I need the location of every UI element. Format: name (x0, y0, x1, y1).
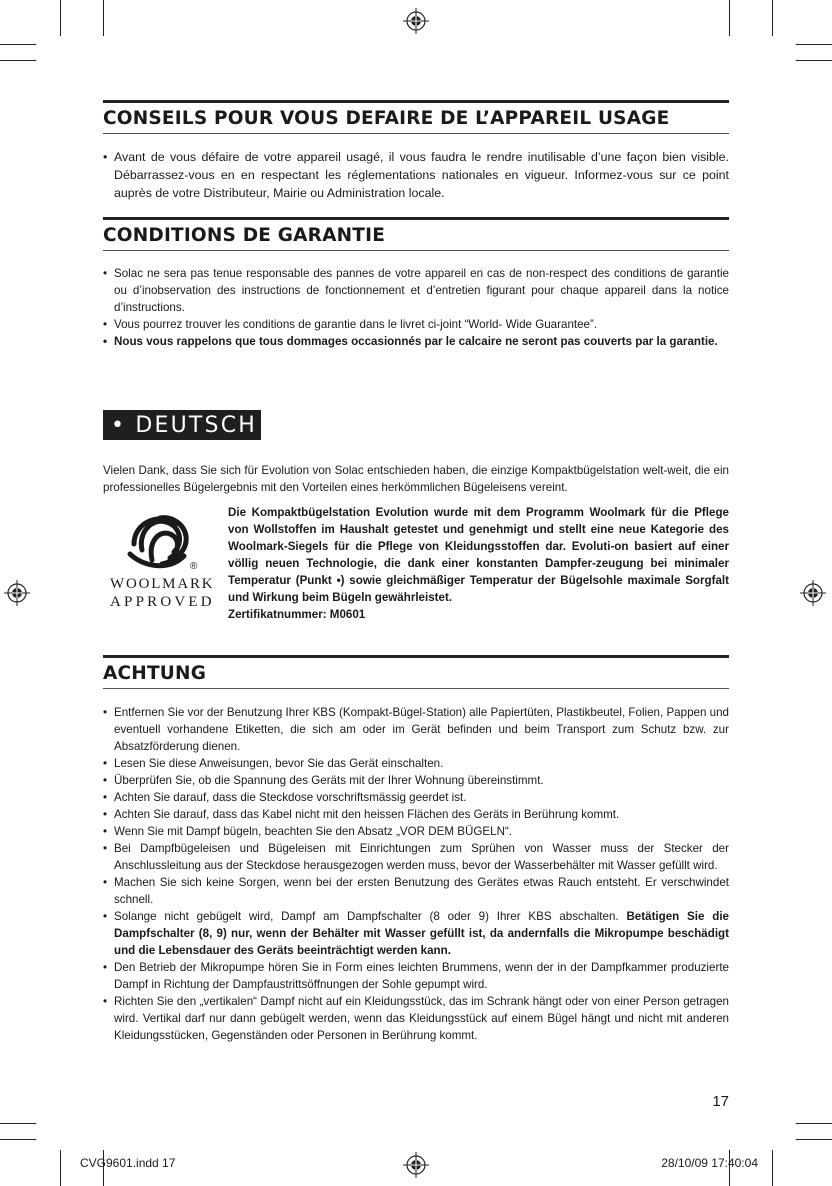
list-item: • Nous vous rappelons que tous dommages occasionnés par le calcaire ne seront pas couverts par la garantie. (103, 333, 729, 350)
list-item (103, 806, 729, 823)
list-item: • Avant de vous défaire de votre appareil usagé, il vous faudra le rendre inutilisable d’une façon bien visible. Débarrassez-vous en en respectant les réglementations nationales en vigueur. Informez-vous sur ce point auprès de votre Distributeur, Mairie ou Administration locale. (103, 148, 729, 202)
section-disposal (103, 100, 729, 202)
list-item-text: Achten Sie darauf, dass das Kabel nicht mit den heissen Flächen des Geräts in Berührung kommt. (114, 808, 620, 821)
woolmark-logo-text: WOOLMARK (110, 576, 215, 592)
crop-mark (772, 1150, 773, 1186)
list-item (103, 840, 729, 874)
section-title: ACHTUNG (103, 655, 729, 689)
bullet-list (103, 704, 729, 1044)
crop-mark (0, 1139, 36, 1140)
section-achtung (103, 655, 729, 1044)
list-item (103, 959, 729, 993)
list-item-text: Überprüfen Sie, ob die Spannung des Geräts mit der Ihrer Wohnung übereinstimmt. (114, 774, 544, 787)
list-item (103, 755, 729, 772)
crop-mark (796, 1139, 832, 1140)
section-warranty (103, 217, 729, 350)
list-item-text: Entfernen Sie vor der Benutzung Ihrer KBS (Kompakt-Bügel-Station) alle Papiertüten, Plastikbeutel, Folien, Pappen und eventuell vorhandene Etiketten, die sich am oder im Gerät befinden und beim Transport zum Schutz bzw. zur Absatzförderung dienen. (114, 706, 729, 753)
section-title: CONDITIONS DE GARANTIE (103, 217, 729, 251)
file-slug: CVG9601.indd 17 (80, 1156, 176, 1170)
list-item (103, 789, 729, 806)
list-item-text: Den Betrieb der Mikropumpe hören Sie in Form eines leichten Brummens, wenn der in der Dampfkammer produzierte Dampf in Richtung der Dampfaustrittsöffnungen der Sohle gepumpt wird. (114, 961, 729, 991)
list-item (103, 908, 729, 959)
crop-mark (729, 0, 730, 36)
crop-mark (796, 44, 832, 45)
list-item-text: Wenn Sie mit Dampf bügeln, beachten Sie den Absatz „VOR DEM BÜGELN“. (114, 825, 513, 838)
registration-mark-icon (4, 580, 30, 606)
registration-mark-icon (403, 8, 429, 34)
list-item-text: Bei Dampfbügeleisen und Bügeleisen mit Einrichtungen zum Sprühen von Wasser muss der Stecker der Anschlussleitung aus der Steckdose herausgezogen werden muss, bevor der Wasserbehälter mit Wasser gefüllt wird. (114, 842, 729, 872)
woolmark-logo-subtext: APPROVED (110, 594, 215, 610)
crop-mark (60, 1150, 61, 1186)
page-number: 17 (712, 1093, 729, 1110)
crop-mark (0, 1123, 36, 1124)
timestamp-slug: 28/10/09 17:40:04 (661, 1156, 758, 1170)
list-item-text: Richten Sie den „vertikalen“ Dampf nicht auf ein Kleidungsstück, das im Schrank hängt oder von einer Person getragen wird. Vertikal darf nur dann gebügelt werden, wenn das Kleidungsstück auf einem Bügel hängt und nicht mit anderen Kleidungsstücken, Gegenständen oder Personen in Berührung kommt. (114, 995, 729, 1042)
intro-paragraph: Vielen Dank, dass Sie sich für Evolution von Solac entschieden haben, die einzige Kompaktbügelstation welt-weit, die ein professionelles Bügelergebnis mit den Vorteilen eines herkömmlichen Bügeleisens vereint. (103, 464, 729, 494)
crop-mark (0, 60, 36, 61)
crop-mark (103, 0, 104, 36)
woolmark-paragraph (228, 504, 729, 623)
bullet-list (103, 148, 729, 202)
woolmark-logo-icon (108, 510, 218, 576)
language-badge: • DEUTSCH (103, 410, 261, 440)
list-item-text: Lesen Sie diese Anweisungen, bevor Sie das Gerät einschalten. (114, 757, 444, 770)
list-item-text: Solange nicht gebügelt wird, Dampf am Dampfschalter (8 oder 9) Ihrer KBS abschalten. (114, 910, 627, 923)
list-item-text: Achten Sie darauf, dass die Steckdose vorschriftsmässig geerdet ist. (114, 791, 467, 804)
list-item (103, 772, 729, 789)
list-item (103, 704, 729, 755)
section-title: CONSEILS POUR VOUS DEFAIRE DE L’APPAREIL USAGE (103, 100, 729, 134)
list-item (103, 823, 729, 840)
crop-mark (796, 60, 832, 61)
list-item: • Solac ne sera pas tenue responsable des pannes de votre appareil en cas de non-respect des conditions de garantie ou d’inobservation des instructions de fonctionnement et d’entretien figurant pour chaque appareil dans la notice d’instructions. (103, 265, 729, 316)
list-item: • Vous pourrez trouver les conditions de garantie dans le livret ci-joint “World- Wide Guarantee”. (103, 316, 729, 333)
list-item (103, 993, 729, 1044)
list-item-text: Machen Sie sich keine Sorgen, wenn bei der ersten Benutzung des Gerätes etwas Rauch entsteht. Er verschwindet schnell. (114, 876, 729, 906)
crop-mark (0, 44, 36, 45)
crop-mark (772, 0, 773, 36)
woolmark-description: Die Kompaktbügelstation Evolution wurde mit dem Programm Woolmark für die Pflege von Wollstoffen im Haushalt getestet und genehmigt und stellt eine neue Kategorie des Woolmark-Siegels für die Pflege von Kleidungsstoffen dar. Evoluti-on basiert auf einer völlig neuen Technologie, die dank einer konstanten Dampfer-zeugung bei minimaler Temperatur (Punkt •) sowie gleichmäßiger Temperatur der Bügelsohle maximale Sorgfalt und Wirkung beim Bügeln gewährleistet. (228, 506, 729, 604)
registered-mark: ® (190, 561, 198, 572)
registration-mark-icon (800, 580, 826, 606)
bullet-list (103, 265, 729, 350)
list-item-emphasis: Betätigen Sie die Dampfschalter (8, 9) nur, wenn der Behälter mit Wasser gefüllt ist, da andernfalls die Mikropumpe beschädigt und die Lebensdauer des Geräts beeinträchtigt werden kann. (114, 910, 729, 957)
list-item (103, 874, 729, 908)
crop-mark (60, 0, 61, 36)
registration-mark-icon (403, 1152, 429, 1178)
certificate-number: Zertifikatnummer: M0601 (228, 608, 366, 621)
crop-mark (796, 1123, 832, 1124)
